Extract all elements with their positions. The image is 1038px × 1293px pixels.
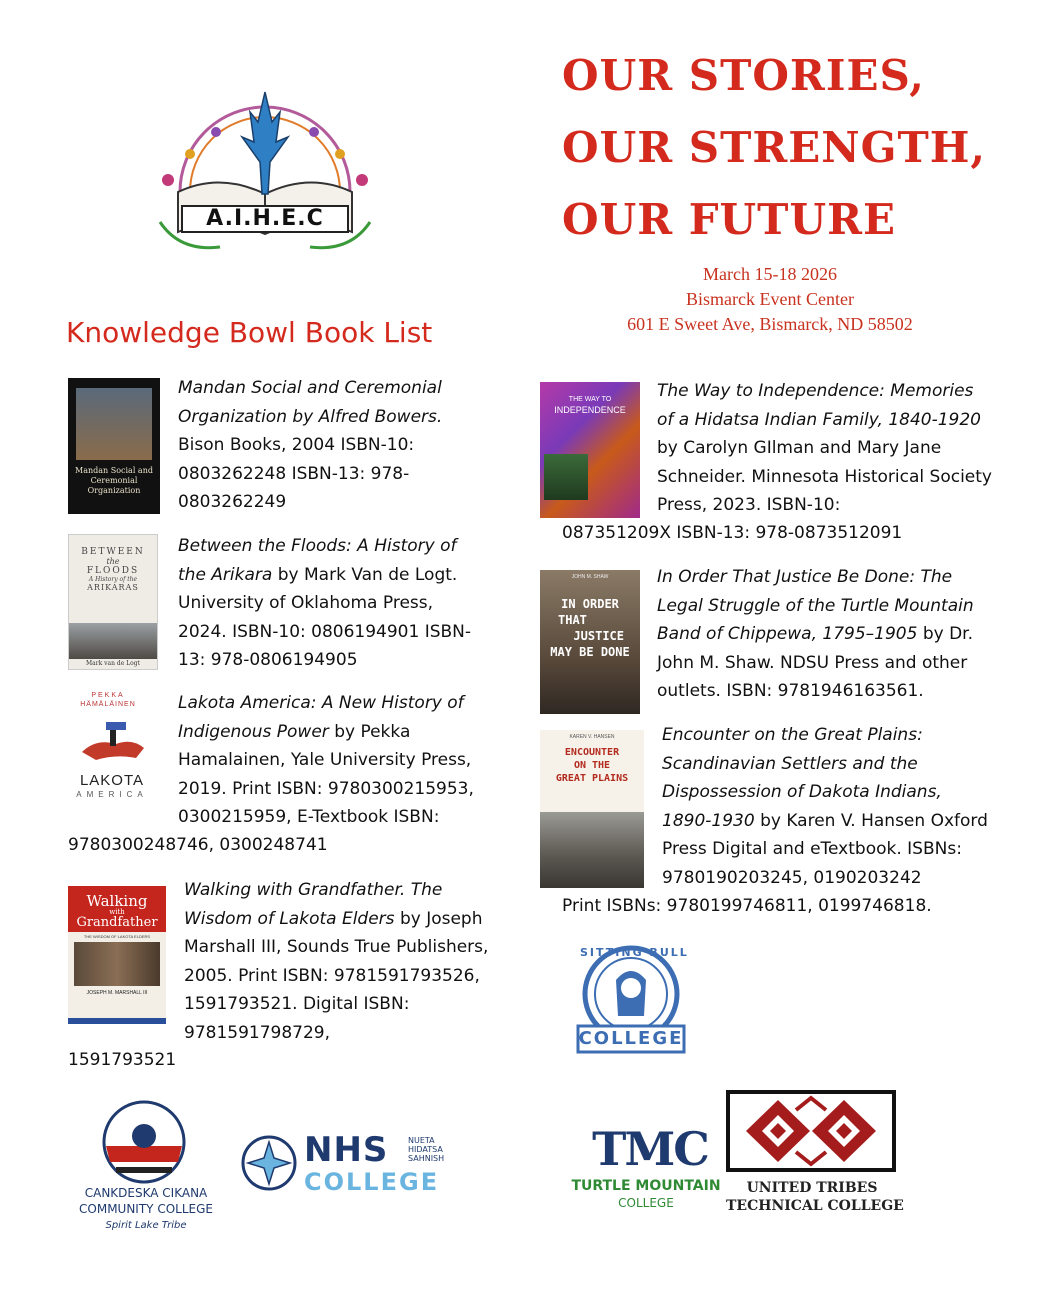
nhs-small-3: SAHNISH (408, 1154, 445, 1163)
book-title-mandan: Mandan Social and Ceremonial Organization by Alfred Bowers. (178, 378, 443, 427)
book-title-lakota: Lakota America: A New History of Indigenous Power (178, 693, 464, 742)
book-entry-walking (184, 876, 494, 1047)
book-details-mandan: Bison Books, 2004 ISBN-10: 0803262248 ISBN-13: 978-0803262249 (178, 435, 415, 512)
book-cover-walking-line-2: with (109, 908, 125, 916)
event-address: 601 E Sweet Ave, Bismarck, ND 58502 (627, 314, 913, 334)
book-cover-floods-line-6: Mark van de Logt (85, 660, 141, 667)
nhs-star-icon (240, 1134, 298, 1192)
book-cover-justice-line-1: IN ORDER (561, 597, 619, 611)
tmc-line-2: COLLEGE (618, 1196, 674, 1210)
book-cover-walking (68, 886, 166, 1024)
book-tail-encounter: Print ISBNs: 9780199746811, 0199746818. (562, 896, 932, 916)
turtle-mountain-college-logo (566, 1122, 730, 1214)
book-cover-encounter-line-4: GREAT PLAINS (555, 773, 629, 784)
book-tail-lakota: 9780300248746, 0300248741 (68, 835, 328, 855)
book-tail-independence: 087351209X ISBN-13: 978-0873512091 (562, 523, 903, 543)
book-cover-independence-line-2: INDEPENDENCE (554, 405, 626, 415)
book-cover-lakota-line-3: LAKOTA (79, 772, 145, 789)
book-author-encounter: by Karen V. Hansen Oxford Press Digital and eTextbook. ISBNs: 9780190203245, 0190203242 (662, 810, 988, 888)
book-cover-encounter (540, 730, 644, 888)
united-tribes-logo (726, 1090, 904, 1216)
book-cover-lakota-line-4: AMERICA (76, 790, 148, 799)
book-cover-independence (540, 382, 640, 518)
book-author-justice: by Dr. John M. Shaw. NDSU Press and other outlets. ISBN: 9781946163561. (657, 624, 973, 701)
book-tail-walking: 1591793521 (68, 1050, 177, 1070)
book-author-floods: by Mark Van de Logt. (277, 564, 458, 585)
headline (562, 40, 1022, 256)
book-cover-justice-line-2: THAT (558, 613, 587, 627)
uttc-line-2: TECHNICAL COLLEGE (726, 1198, 904, 1214)
book-title-encounter: Encounter on the Great Plains: Scandinavian Settlers and the Dispossession of Dakota Indians, 1890-1930 (662, 725, 942, 831)
book-cover-independence-line-1: THE WAY TO (568, 396, 612, 403)
nhs-small-1: NUETA (408, 1136, 435, 1145)
cankdeska-line-3: Spirit Lake Tribe (105, 1220, 187, 1231)
book-cover-floods-line-4: A History of the (88, 576, 138, 583)
cankdeska-cikana-logo (66, 1100, 226, 1240)
event-info (560, 262, 980, 337)
aihec-logo (150, 82, 380, 254)
uttc-diamond-icon (726, 1090, 896, 1172)
book-cover-walking-line-4: THE WISDOM OF LAKOTA ELDERS (83, 934, 151, 939)
book-details-floods: University of Oklahoma Press, 2024. ISBN-10: 0806194901 ISBN-13: 978-0806194905 (178, 593, 472, 670)
aihec-logo-text: A.I.H.E.C (206, 206, 324, 231)
book-cover-justice-line-5: JOHN M. SHAW (571, 574, 609, 580)
book-cover-lakota-line-1: PEKKA (91, 692, 125, 699)
book-cover-mandan (68, 378, 160, 514)
nhs-college-logo (240, 1130, 456, 1198)
book-cover-justice (540, 570, 640, 714)
book-entry-mandan (178, 374, 478, 517)
book-entry-justice (657, 563, 992, 706)
book-cover-justice-line-3: JUSTICE (573, 629, 624, 643)
book-cover-lakota (68, 690, 158, 822)
tmc-big-text: TMC (592, 1122, 708, 1176)
book-cover-encounter-line-1: KAREN V. HANSEN (569, 734, 615, 740)
book-cover-walking-line-5: JOSEPH M. MARSHALL III (86, 990, 148, 996)
event-date: March 15-18 2026 (703, 264, 837, 284)
book-cover-mandan-title: Mandan Social and Ceremonial Organization (75, 466, 153, 495)
book-cover-floods-line-3: FLOODS (86, 566, 140, 576)
book-title-justice: In Order That Justice Be Done: The Legal Struggle of the Turtle Mountain Band of Chippewa, 1795–1905 (657, 567, 974, 644)
book-cover-walking-line-1: Walking (86, 892, 148, 910)
nhs-college-text: COLLEGE (304, 1168, 440, 1196)
book-author-walking: by Joseph Marshall III, Sounds True Publishers, 2005. Print ISBN: 9781591793526, 1591793521. Digital ISBN: 9781591798729, (184, 908, 489, 1043)
book-cover-floods-line-5: ARIKARAS (87, 583, 139, 592)
nhs-small-2: HIDATSA (408, 1145, 443, 1154)
book-cover-lakota-line-2: HÄMÄLÄINEN (80, 701, 136, 708)
book-author-lakota: by Pekka Hamalainen, Yale University Press, 2019. Print ISBN: 9780300215953, 0300215959, E-Textbook ISBN: (178, 721, 474, 827)
book-title-floods: Between the Floods: A History of the Arikara (178, 536, 457, 585)
book-cover-encounter-line-3: ON THE (573, 760, 611, 771)
cankdeska-line-1: CANKDESKA CIKANA (84, 1186, 208, 1200)
book-entry-encounter (662, 721, 992, 892)
book-entry-lakota (178, 689, 490, 832)
headline-line-1: OUR STORIES, (562, 51, 925, 100)
horse-rider-icon (76, 718, 150, 766)
book-cover-floods-line-1: BETWEEN (81, 547, 145, 557)
tmc-line-1: TURTLE MOUNTAIN (571, 1178, 721, 1194)
cankdeska-emblem-icon (100, 1100, 188, 1184)
book-cover-justice-line-4: MAY BE DONE (550, 645, 630, 659)
book-cover-floods (68, 534, 158, 670)
book-title-independence: The Way to Independence: Memories of a Hidatsa Indian Family, 1840-1920 (657, 381, 981, 430)
sitting-bull-arc-text: SITTING BULL (580, 946, 689, 959)
book-cover-floods-line-2: the (106, 557, 120, 566)
booklist-title: Knowledge Bowl Book List (66, 316, 433, 349)
book-entry-independence (657, 377, 992, 520)
nhs-big-text: NHS (304, 1130, 389, 1170)
book-entry-floods (178, 532, 478, 675)
headline-line-3: OUR FUTURE (562, 195, 896, 244)
headline-line-2: OUR STRENGTH, (562, 123, 987, 172)
cankdeska-line-2: COMMUNITY COLLEGE (79, 1202, 213, 1216)
book-cover-encounter-line-2: ENCOUNTER (564, 747, 620, 758)
sitting-bull-college-text: COLLEGE (578, 1028, 684, 1049)
book-author-independence: by Carolyn GIlman and Mary Jane Schneider. Minnesota Historical Society Press, 2023. ISBN-10: (657, 438, 992, 515)
book-title-walking: Walking with Grandfather. The Wisdom of Lakota Elders (184, 880, 443, 929)
event-venue: Bismarck Event Center (686, 289, 854, 309)
uttc-line-1: UNITED TRIBES (746, 1180, 878, 1196)
sitting-bull-college-logo (570, 944, 692, 1056)
book-cover-walking-line-3: Grandfather (76, 915, 158, 930)
